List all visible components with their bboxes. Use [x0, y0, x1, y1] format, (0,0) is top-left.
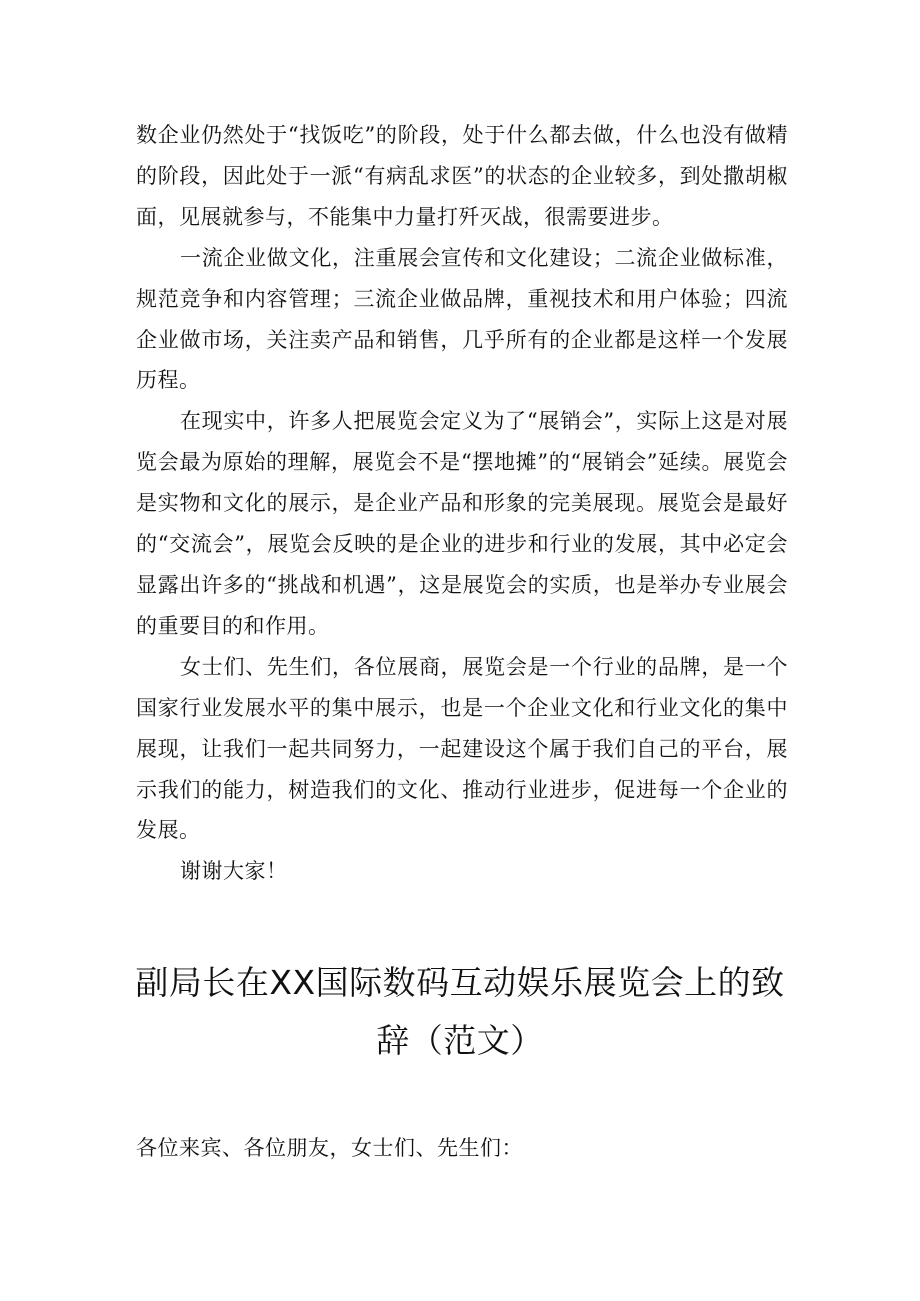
paragraph-enterprise-levels: 一流企业做文化，注重展会宣传和文化建设；二流企业做标准，规范竞争和内容管理；三流企业做品牌，重视技术和用户体验；四流企业做市场，关注卖产品和销售，几乎所有的企业都是这样一个发展历程。: [136, 245, 788, 393]
paragraph-thanks: 谢谢大家！: [180, 859, 288, 884]
title-line-2: 辞（范文）: [376, 1021, 544, 1060]
document-title: [120, 954, 800, 1070]
paragraph-call-to-action: 女士们、先生们，各位展商，展览会是一个行业的品牌，是一个国家行业发展水平的集中展示，也是一个企业文化和行业文化的集中展现，让我们一起共同努力，一起建设这个属于我们自己的平台，展示我们的能力，树造我们的文化、推动行业进步，促进每一个企业的发展。: [136, 654, 788, 843]
body-text: [136, 115, 788, 892]
paragraph-continuation: 数企业仍然处于“找饭吃”的阶段，处于什么都去做，什么也没有做精的阶段，因此处于一派“有病乱求医”的状态的企业较多，到处撒胡椒面，见展就参与，不能集中力量打歼灭战，很需要进步。: [136, 123, 788, 229]
greeting: 各位来宾、各位朋友，女士们、先生们：: [136, 1136, 523, 1160]
title-line-1: 副局长在XX国际数码互动娱乐展览会上的致: [135, 963, 785, 1002]
paragraph-exhibition-meaning: 在现实中，许多人把展览会定义为了“展销会”，实际上这是对展览会最为原始的理解，展览会不是“摆地摊”的“展销会”延续。展览会是实物和文化的展示，是企业产品和形象的完美展现。展览会是最好的“交流会”，展览会反映的是企业的进步和行业的发展，其中必定会显露出许多的“挑战和机遇”，这是展览会的实质，也是举办专业展会的重要目的和作用。: [136, 409, 788, 638]
